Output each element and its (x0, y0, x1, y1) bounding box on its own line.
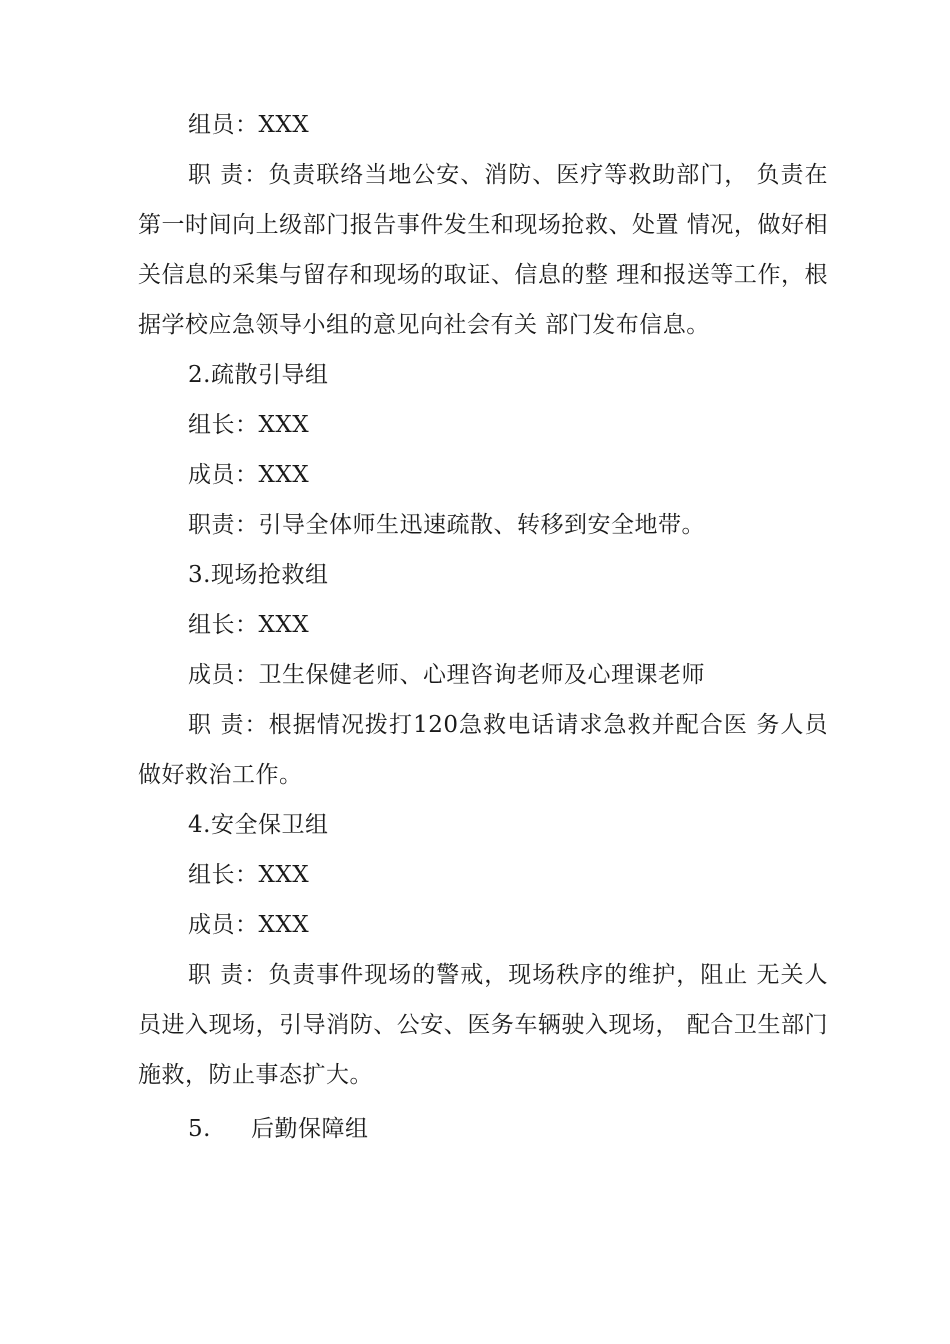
evacuation-leader-line: 组长：XXX (188, 412, 310, 438)
rescue-member-line: 成员：卫生保健老师、心理咨询老师及心理课老师 (188, 662, 705, 688)
section-heading-evacuation: 2.疏散引导组 (188, 362, 329, 388)
document-page (138, 100, 828, 1154)
duty-paragraph-liaison: 职 责：负责联络当地公安、消防、医疗等救助部门， 负责在第一时间向上级部门报告事件发生和现场抢救、处置 情况，做好相关信息的采集与留存和现场的取证、信息的整 理和报送等工作，根据学校应急领导小组的意见向社会有关 部门发布信息。 (138, 162, 828, 338)
team-member-line: 组员：XXX (188, 112, 310, 138)
section-heading-rescue: 3.现场抢救组 (188, 562, 329, 588)
section-heading-security: 4.安全保卫组 (188, 812, 329, 838)
rescue-leader-line: 组长：XXX (188, 612, 310, 638)
section-title: 后勤保障组 (250, 1116, 369, 1142)
evacuation-duty-line: 职责：引导全体师生迅速疏散、转移到安全地带。 (188, 512, 705, 538)
security-duty-paragraph: 职 责：负责事件现场的警戒，现场秩序的维护，阻止 无关人员进入现场，引导消防、公安、医务车辆驶入现场， 配合卫生部门施救，防止事态扩大。 (138, 962, 828, 1088)
evacuation-member-line: 成员：XXX (188, 462, 310, 488)
rescue-duty-paragraph: 职 责：根据情况拨打120急救电话请求急救并配合医 务人员做好救治工作。 (138, 712, 828, 788)
security-leader-line: 组长：XXX (188, 862, 310, 888)
section-heading-logistics (138, 1104, 828, 1154)
security-member-line: 成员：XXX (188, 912, 310, 938)
section-number: 5. (188, 1116, 211, 1142)
